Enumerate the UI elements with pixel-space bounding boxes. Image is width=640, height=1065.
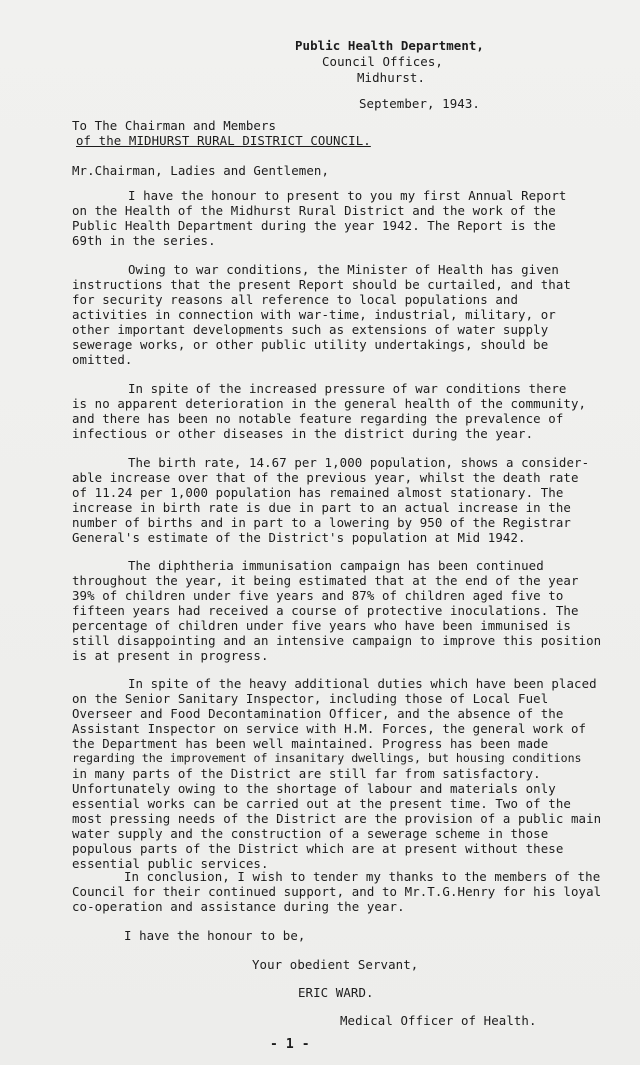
- paragraph-line: In spite of the heavy additional duties which have been placed: [128, 676, 597, 691]
- office-address: Council Offices,: [322, 54, 443, 69]
- paragraph-line: on the Health of the Midhurst Rural District and the work of the: [72, 203, 556, 218]
- paragraph-line: on the Senior Sanitary Inspector, including those of Local Fuel: [72, 691, 549, 706]
- paragraph-line: The birth rate, 14.67 per 1,000 population, shows a consider-: [128, 455, 590, 470]
- signatory-title: Medical Officer of Health.: [340, 1013, 537, 1028]
- paragraph-line: able increase over that of the previous year, whilst the death rate: [72, 470, 579, 485]
- department-name: Public Health Department,: [295, 38, 484, 53]
- paragraph-line: co-operation and assistance during the year.: [72, 899, 405, 914]
- paragraph-line: Overseer and Food Decontamination Officer, and the absence of the: [72, 706, 564, 721]
- paragraph-line: essential works can be carried out at the present time. Two of the: [72, 796, 571, 811]
- paragraph-line: Owing to war conditions, the Minister of Health has given: [128, 262, 559, 277]
- addressee-council: [76, 133, 371, 148]
- paragraph-line: is at present in progress.: [72, 648, 269, 663]
- letter-date: September, 1943.: [359, 96, 480, 111]
- paragraph-line: Unfortunately owing to the shortage of labour and materials only: [72, 781, 556, 796]
- addressee-line: To The Chairman and Members: [72, 118, 277, 133]
- paragraph-line: Assistant Inspector on service with H.M. Forces, the general work of: [72, 721, 587, 736]
- paragraph-line: percentage of children under five years who have been immunised is: [72, 618, 571, 633]
- paragraph-line: the Department has been well maintained. Progress has been made: [72, 736, 549, 751]
- paragraph-line: in many parts of the District are still far from satisfactory.: [72, 766, 541, 781]
- paragraph-line: 69th in the series.: [72, 233, 216, 248]
- signatory-name: ERIC WARD.: [298, 985, 374, 1000]
- paragraph-line: is no apparent deterioration in the general health of the community,: [72, 396, 587, 411]
- paragraph-line: regarding the improvement of insanitary dwellings, but housing conditions: [72, 751, 582, 765]
- paragraph-line: populous parts of the District which are at present without these: [72, 841, 564, 856]
- paragraph-line: Public Health Department during the year 1942. The Report is the: [72, 218, 556, 233]
- paragraph-line: number of births and in part to a lowering by 950 of the Registrar: [72, 515, 571, 530]
- paragraph-line: essential public services.: [72, 856, 269, 871]
- paragraph-line: of 11.24 per 1,000 population has remained almost stationary. The: [72, 485, 564, 500]
- paragraph-line: sewerage works, or other public utility undertakings, should be: [72, 337, 549, 352]
- closing-honour: I have the honour to be,: [124, 928, 306, 943]
- paragraph-line: instructions that the present Report should be curtailed, and that: [72, 277, 571, 292]
- paragraph-line: and there has been no notable feature regarding the prevalence of: [72, 411, 564, 426]
- paragraph-line: In spite of the increased pressure of war conditions there: [128, 381, 567, 396]
- paragraph-line: omitted.: [72, 352, 133, 367]
- paragraph-line: still disappointing and an intensive campaign to improve this position: [72, 633, 602, 648]
- paragraph-line: for security reasons all reference to local populations and: [72, 292, 519, 307]
- town-name: Midhurst.: [357, 70, 426, 85]
- paragraph-line: I have the honour to present to you my first Annual Report: [128, 188, 567, 203]
- paragraph-line: increase in birth rate is due in part to an actual increase in the: [72, 500, 571, 515]
- paragraph-line: most pressing needs of the District are the provision of a public main: [72, 811, 602, 826]
- addressee-council-text: of the MIDHURST RURAL DISTRICT COUNCIL.: [76, 133, 371, 148]
- salutation: Mr.Chairman, Ladies and Gentlemen,: [72, 163, 330, 178]
- closing-servant: Your obedient Servant,: [252, 957, 419, 972]
- paragraph-line: fifteen years had received a course of protective inoculations. The: [72, 603, 579, 618]
- paragraph-line: water supply and the construction of a sewerage scheme in those: [72, 826, 549, 841]
- paragraph-line: In conclusion, I wish to tender my thanks to the members of the: [124, 869, 601, 884]
- paragraph-line: General's estimate of the District's population at Mid 1942.: [72, 530, 526, 545]
- paragraph-line: infectious or other diseases in the district during the year.: [72, 426, 534, 441]
- page-number: - 1 -: [270, 1037, 310, 1052]
- paragraph-line: Council for their continued support, and to Mr.T.G.Henry for his loyal: [72, 884, 602, 899]
- paragraph-line: throughout the year, it being estimated that at the end of the year: [72, 573, 579, 588]
- paragraph-line: 39% of children under five years and 87% of children aged five to: [72, 588, 564, 603]
- paragraph-line: activities in connection with war-time, industrial, military, or: [72, 307, 556, 322]
- paragraph-line: other important developments such as extensions of water supply: [72, 322, 549, 337]
- paragraph-line: The diphtheria immunisation campaign has been continued: [128, 558, 544, 573]
